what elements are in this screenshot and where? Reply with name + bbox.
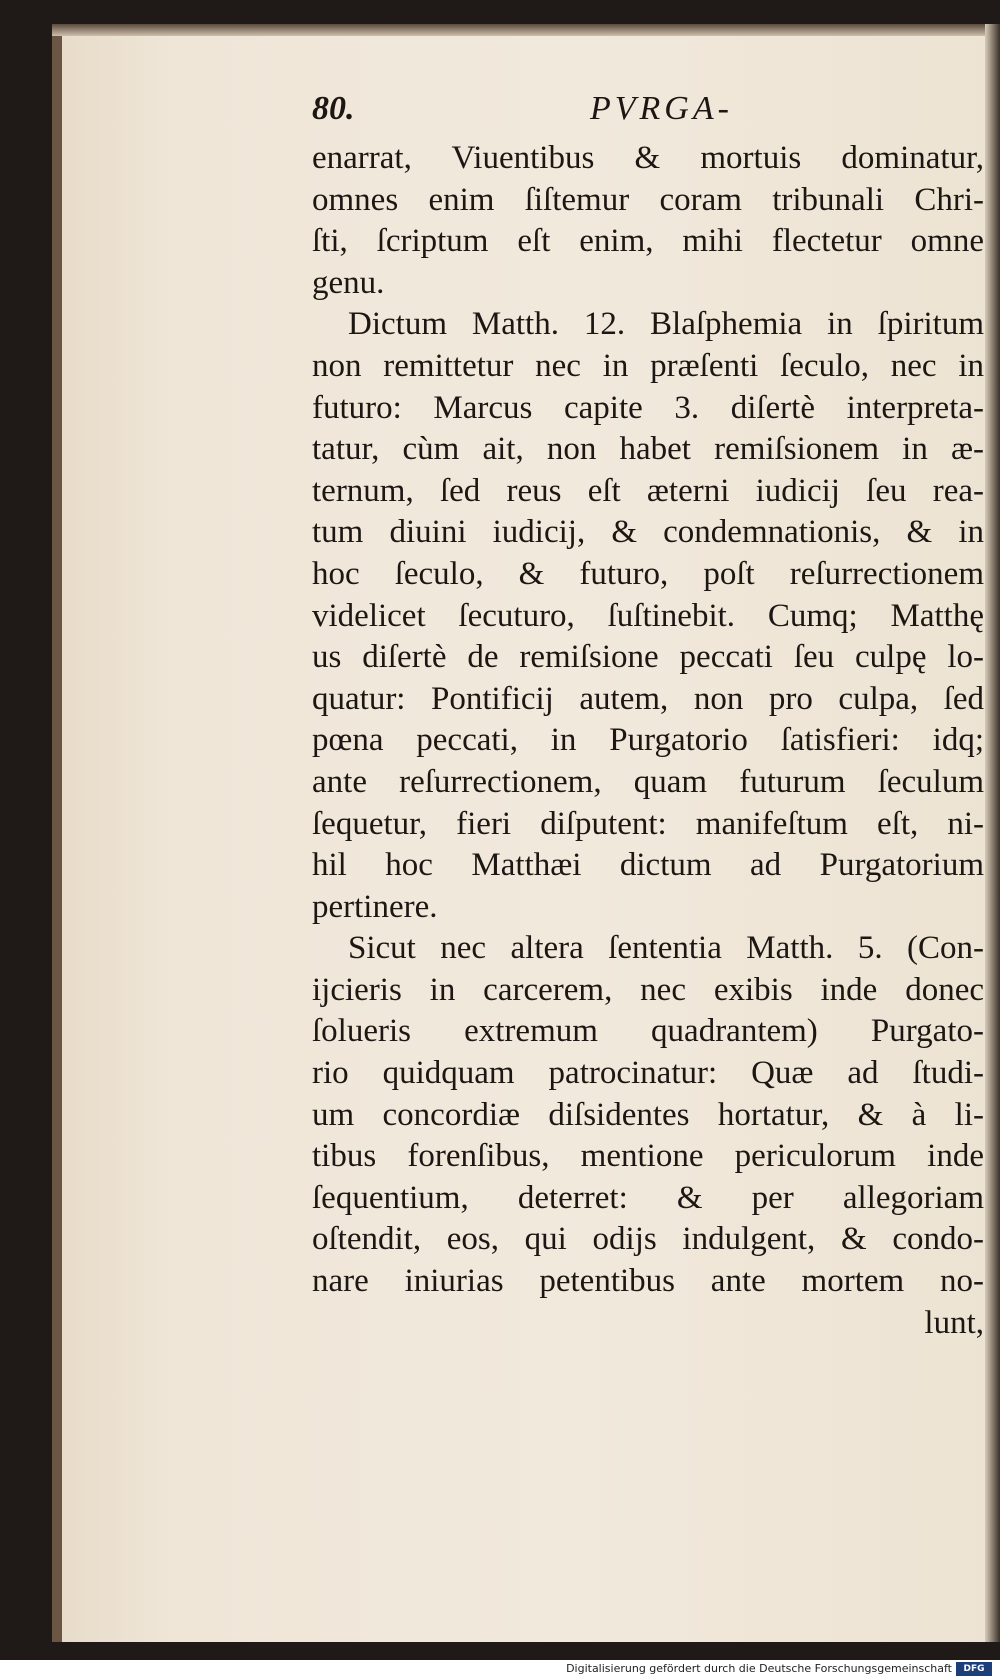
text-line: tum diuini iudicij, & condemnationis, & in — [312, 514, 984, 551]
text-line: ſolueris extremum quadrantem) Purgato- — [312, 1013, 984, 1050]
text-line: ſequetur, fieri diſputent: manifeſtum eſt, ni- — [312, 805, 984, 842]
page-number: 80. — [312, 90, 355, 127]
text-line: pœna peccati, in Purgatorio ſatisfieri: idq; — [312, 722, 984, 759]
catchword: lunt, — [924, 1304, 984, 1341]
text-line: us diſertè de remiſsione peccati ſeu culpę lo- — [312, 639, 984, 676]
body-text — [312, 138, 984, 1344]
page-right-edge — [985, 24, 1000, 1642]
text-line: tibus forenſibus, mentione periculorum inde — [312, 1138, 984, 1175]
dfg-logo: DFG — [956, 1662, 992, 1676]
text-line: nare iniurias petentibus ante mortem no- — [312, 1263, 984, 1300]
text-line: ijcieris in carcerem, nec exibis inde donec — [312, 971, 984, 1008]
text-line: non remittetur nec in præſenti ſeculo, nec in — [312, 347, 984, 384]
running-title: PVRGA- — [590, 90, 733, 127]
text-line: hoc ſeculo, & futuro, poſt reſurrectionem — [312, 555, 984, 592]
text-line: um concordiæ diſsidentes hortatur, & à li- — [312, 1096, 984, 1133]
text-line: ternum, ſed reus eſt æterni iudicij ſeu rea- — [312, 472, 984, 509]
text-line: ſti, ſcriptum eſt enim, mihi flectetur omne — [312, 223, 984, 260]
page-top-edge — [52, 24, 992, 36]
text-line: genu. — [312, 264, 385, 301]
text-line: omnes enim ſiſtemur coram tribunali Chri- — [312, 181, 984, 218]
text-line: pertinere. — [312, 888, 438, 925]
text-line: ante reſurrectionem, quam futurum ſeculum — [312, 763, 984, 800]
text-line: hil hoc Matthæi dictum ad Purgatorium — [312, 847, 984, 884]
paragraph-start-line: Sicut nec altera ſententia Matth. 5. (Con- — [348, 930, 984, 967]
text-line: rio quidquam patrocinatur: Quæ ad ſtudi- — [312, 1055, 984, 1092]
funding-credit: Digitalisierung gefördert durch die Deutsche Forschungsgemeinschaft — [566, 1662, 952, 1675]
text-line: enarrat, Viuentibus & mortuis dominatur, — [312, 140, 984, 176]
text-line: ſequentium, deterret: & per allegoriam — [312, 1179, 984, 1216]
text-line: quatur: Pontificij autem, non pro culpa, ſed — [312, 680, 984, 717]
text-line: tatur, cùm ait, non habet remiſsionem in æ- — [312, 431, 984, 468]
text-line: videlicet ſecuturo, ſuſtinebit. Cumq; Matthę — [312, 597, 984, 634]
paragraph-start-line: Dictum Matth. 12. Blaſphemia in ſpiritum — [348, 306, 984, 343]
running-head — [312, 90, 762, 140]
text-line: futuro: Marcus capite 3. diſertè interpreta- — [312, 389, 984, 426]
text-line: oſtendit, eos, qui odijs indulgent, & condo- — [312, 1221, 984, 1258]
